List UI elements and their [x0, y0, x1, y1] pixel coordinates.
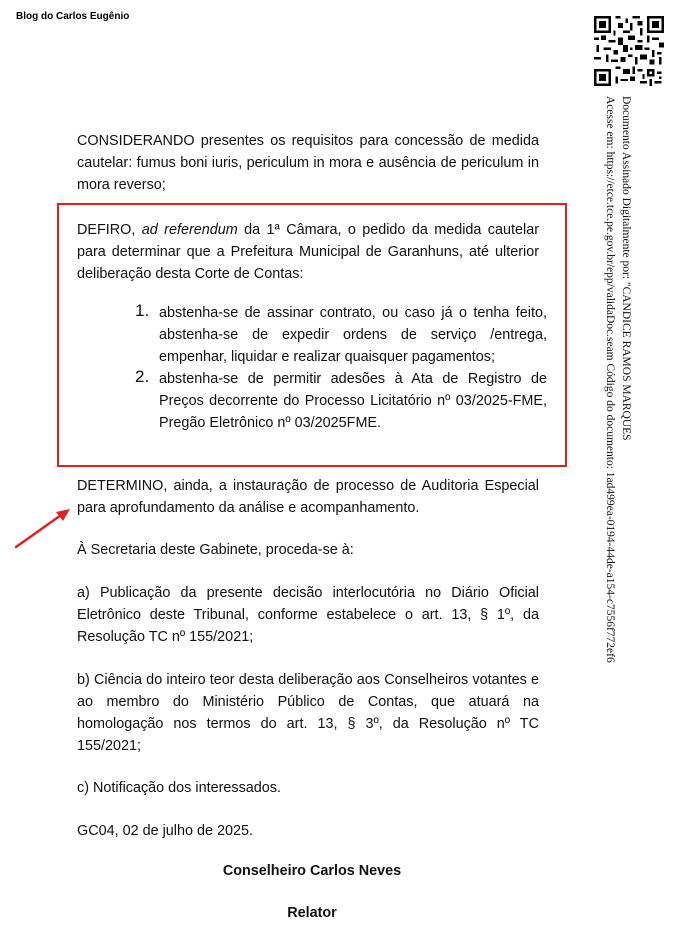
blog-title: Blog do Carlos Eugênio: [16, 11, 130, 22]
signer-name: Conselheiro Carlos Neves: [222, 863, 402, 879]
determination-list: [135, 302, 547, 434]
paragraph-item-b: b) Ciência do inteiro teor desta deliberação aos Conselheiros votantes e ao membro do Ministério Público de Contas, que atuará na homologação nos termos do art. 13, § 3º, da Resolução nº TC 155/2021;: [77, 672, 539, 754]
list-item: [135, 302, 547, 368]
list-item: [135, 368, 547, 434]
paragraph-determino: DETERMINO, ainda, a instauração de processo de Auditoria Especial para aprofundamento da análise e acompanhamento.: [77, 478, 539, 516]
defiro-lead: DEFIRO,: [77, 222, 136, 238]
list-item-number: 2.: [135, 367, 150, 386]
signature-line: Documento Assinado Digitalmente por: "CANDICE RAMOS MARQUES: [620, 96, 632, 441]
defiro-rest: da 1ª Câmara, o pedido da medida cautelar para determinar que a Prefeitura Municipal de Garanhuns, até ulterior deliberação desta Corte de Contas:: [77, 222, 540, 282]
paragraph-item-a: a) Publicação da presente decisão interlocutória no Diário Oficial Eletrônico deste Tribunal, conforme estabelece o art. 13, § 1º, da Resolução TC nº 155/2021;: [77, 585, 539, 645]
signer-role: Relator: [287, 905, 337, 921]
paragraph-secretaria: À Secretaria deste Gabinete, proceda-se à:: [77, 542, 354, 558]
qr-code-icon: [594, 16, 664, 86]
digital-signature-note: [602, 96, 634, 706]
paragraph-considerando: CONSIDERANDO presentes os requisitos para concessão de medida cautelar: fumus boni iuris, periculum in mora e ausência de periculum in mora reverso;: [77, 133, 539, 193]
paragraph-defiro: [77, 219, 539, 285]
ad-referendum-text: ad referendum: [141, 222, 238, 238]
list-item-text: abstenha-se de permitir adesões à Ata de Registro de Preços decorrente do Processo Licitatório nº 03/2025-FME, Pregão Eletrônico nº 03/2025FME.: [159, 371, 547, 431]
paragraph-item-c: c) Notificação dos interessados.: [77, 780, 281, 796]
red-arrow-icon: [12, 503, 74, 551]
list-item-number: 1.: [135, 301, 150, 320]
document-date: GC04, 02 de julho de 2025.: [77, 823, 254, 839]
list-item-text: abstenha-se de assinar contrato, ou caso já o tenha feito, abstenha-se de expedir ordens de serviço /entrega, empenhar, liquidar e realizar quaisquer pagamentos;: [159, 305, 547, 365]
validation-url-line: Acesse em: https://etce.tce.pe.gov.br/epp/validaDoc.seam Código do documento: 1ad499ea-0194-44de-a154-c7556f772ef6: [604, 96, 616, 663]
